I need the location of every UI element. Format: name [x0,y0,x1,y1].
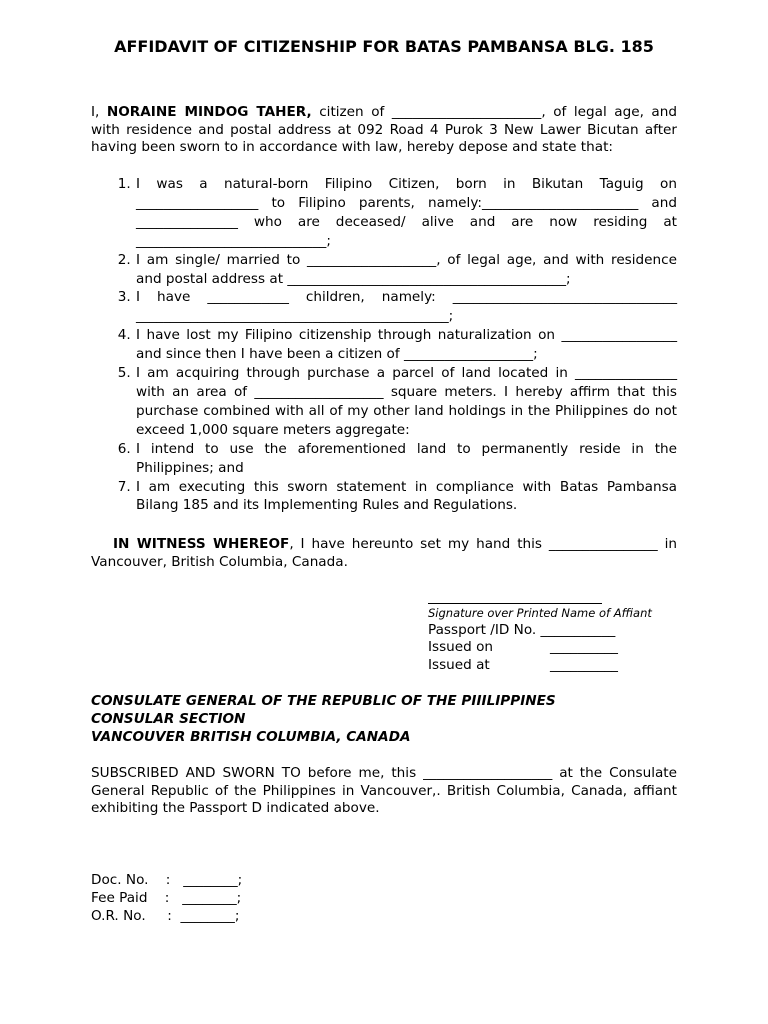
witness-text: , I have hereunto set my hand this ________________ in Vancouver, British Columbia, Canada. [91,536,677,570]
fee-paid-value: ________; [182,889,242,906]
statement-item-4: 4. I have lost my Filipino citizenship through naturalization on _________________ and since then I have been a citizen of ___________________; [135,326,677,364]
signature-caption: Signature over Printed Name of Affiant [428,606,652,620]
document-fields [91,872,242,925]
statement-item-1: 1. I was a natural-born Filipino Citizen, born in Bikutan Taguig on __________________ to Filipino parents, namely:_______________________ and _______________ who are deceased/ alive and are now residing at ____________________________; [135,175,677,251]
passport-id-value: ___________ [540,622,616,638]
statement-item-7: 7. I am executing this sworn statement in compliance with Batas Pambansa Bilang 185 and its Implementing Rules and Regulations. [135,478,677,516]
fee-paid-separator: : [147,889,183,906]
or-no-separator: : [145,907,181,924]
issued-on-row [428,639,618,657]
or-no-label: O.R. No. [91,907,146,924]
issued-at-row [428,657,618,675]
fee-paid-row [91,890,242,908]
issued-on-label: Issued on [428,639,494,655]
affiant-name: NORAINE MINDOG TAHER, [106,104,312,120]
subscribed-paragraph: SUBSCRIBED AND SWORN TO before me, this ___________________ at the Consulate General Republic of the Philippines in Vancouver,. British Columbia, Canada, affiant exhibiting the Passport D indicated above. [91,765,677,816]
doc-no-label: Doc. No. [91,872,149,888]
statement-list [91,175,677,515]
issued-on-value: __________ [550,639,618,655]
statement-item-2: 2. I am single/ married to ___________________, of legal age, and with residence and postal address at _________________________________________; [135,251,677,289]
intro-prefix: I, [91,104,107,120]
issued-at-value: __________ [550,657,618,673]
witness-heading: IN WITNESS WHEREOF [113,536,290,552]
statement-item-5: 5. I am acquiring through purchase a parcel of land located in _______________ with an area of ___________________ square meters. I hereby affirm that this purchase combined with all of my other land holdings in the Philippines do not exceed 1,000 square meters aggregate: [135,364,677,440]
doc-no-separator: : [148,872,184,888]
statement-item-3: 3. I have ____________ children, namely: _________________________________ ______________________________________________; [135,288,677,326]
intro-text: citizen of ______________________, of legal age, and with residence and postal address at 092 Road 4 Purok 3 New Lawer Bicutan after having been sworn to in accordance with law, hereby depose and state that: [91,104,678,155]
intro-paragraph [91,104,677,157]
consulate-line-2: CONSULAR SECTION [91,710,246,727]
consulate-line-1: CONSULATE GENERAL OF THE REPUBLIC OF THE PIIILIPPINES [91,693,556,709]
issued-at-label: Issued at [428,657,490,673]
signature-line [428,589,602,604]
witness-paragraph [91,536,677,571]
passport-id-label: Passport /ID No. [428,622,541,638]
consulate-line-3: VANCOUVER BRITISH COLUMBIA, CANADA [91,728,411,745]
consulate-heading [91,693,556,746]
document-title: AFFIDAVIT OF CITIZENSHIP FOR BATAS PAMBANSA BLG. 185 [114,37,654,56]
fee-paid-label: Fee Paid [91,889,148,906]
passport-id-row [428,622,615,640]
or-no-value: ________; [180,907,240,924]
or-no-row [91,908,242,926]
doc-no-row [91,872,242,890]
statement-item-6: 6. I intend to use the aforementioned land to permanently reside in the Philippines; and [135,440,677,478]
doc-no-value: ________; [183,872,243,888]
